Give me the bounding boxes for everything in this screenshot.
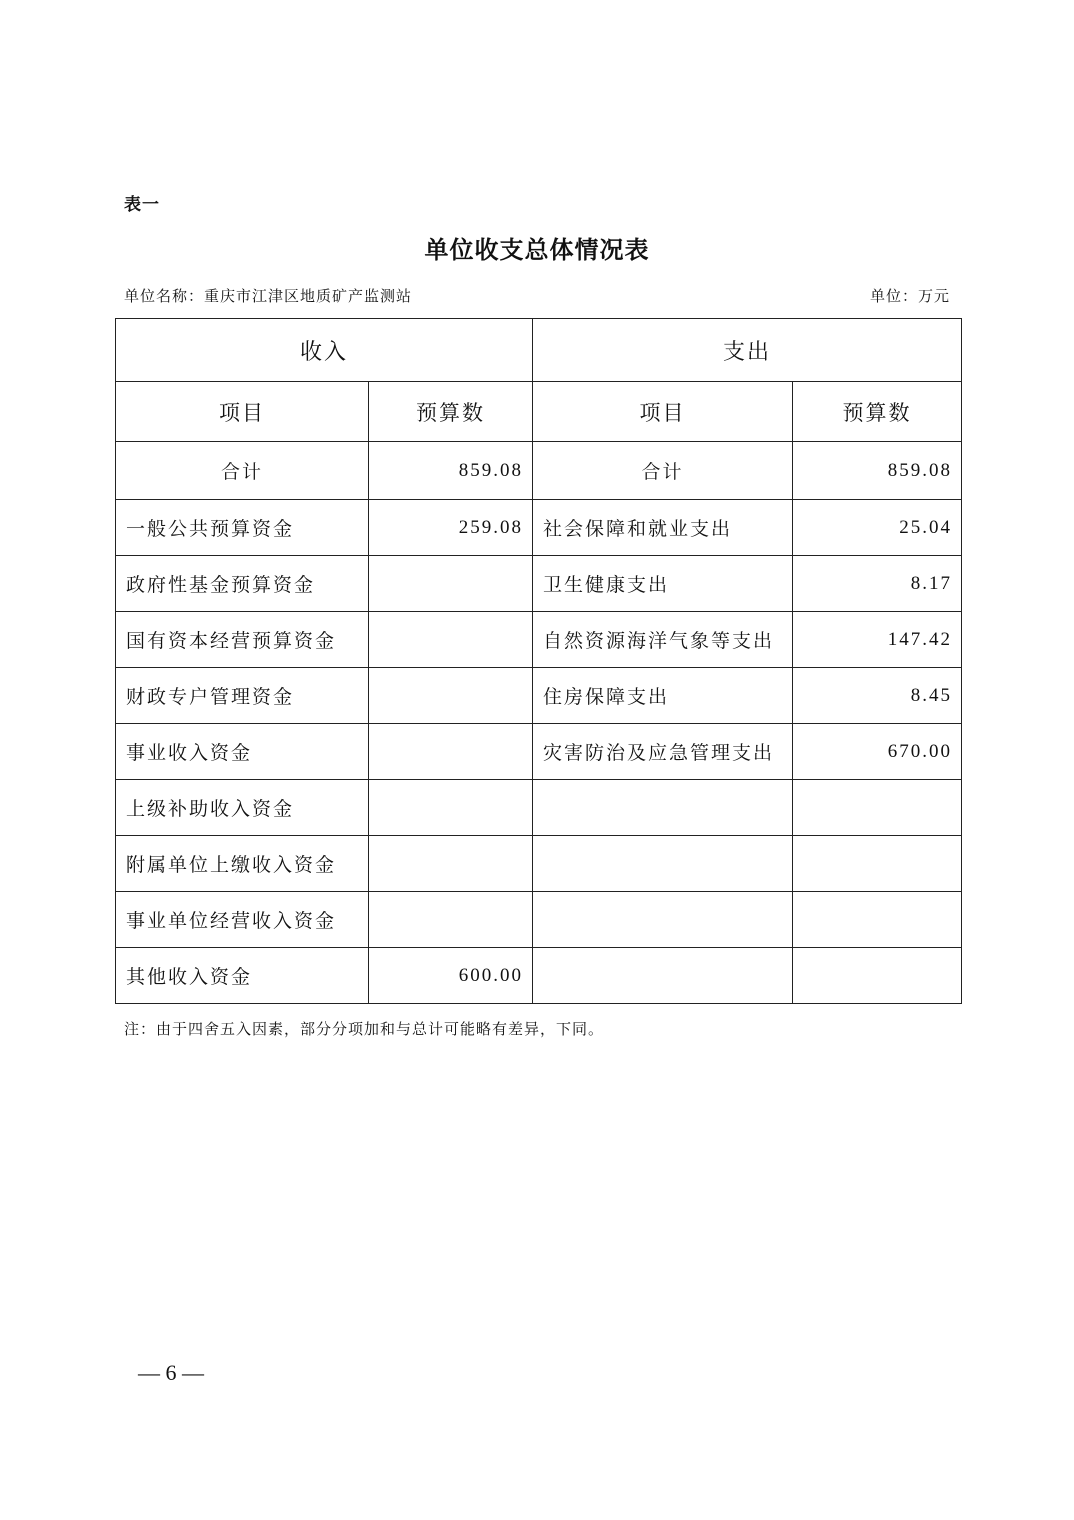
income-total-label: 合计: [116, 442, 369, 500]
table-row: [116, 668, 962, 724]
expense-item: [533, 892, 793, 948]
table-row: [116, 780, 962, 836]
income-item: 政府性基金预算资金: [116, 556, 369, 612]
table-row: [116, 948, 962, 1004]
unit-name: 单位名称：重庆市江津区地质矿产监测站: [124, 287, 413, 305]
expense-header: 支出: [533, 319, 962, 382]
income-value: [369, 668, 533, 724]
expense-item: [533, 836, 793, 892]
table-row: [116, 892, 962, 948]
income-value: 600.00: [369, 948, 533, 1004]
expense-value: [793, 948, 962, 1004]
income-item: 一般公共预算资金: [116, 500, 369, 556]
expense-total-value: 859.08: [793, 442, 962, 500]
unit-of-measure: 单位：万元: [869, 287, 950, 305]
footnote: 注：由于四舍五入因素，部分分项加和与总计可能略有差异，下同。: [124, 1020, 605, 1038]
income-item: 国有资本经营预算资金: [116, 612, 369, 668]
expense-item: 社会保障和就业支出: [533, 500, 793, 556]
expense-item-header: 项目: [533, 382, 793, 442]
table-row: [116, 556, 962, 612]
table-row: [116, 724, 962, 780]
expense-item: [533, 948, 793, 1004]
expense-budget-header: 预算数: [793, 382, 962, 442]
table-label: 表一: [124, 195, 160, 215]
page-title: 单位收支总体情况表: [424, 236, 650, 264]
budget-table: [115, 318, 962, 1004]
expense-value: [793, 780, 962, 836]
expense-total-label: 合计: [533, 442, 793, 500]
table-row: [116, 500, 962, 556]
expense-item: [533, 780, 793, 836]
income-item: 财政专户管理资金: [116, 668, 369, 724]
expense-value: 25.04: [793, 500, 962, 556]
income-item: 上级补助收入资金: [116, 780, 369, 836]
expense-item: 卫生健康支出: [533, 556, 793, 612]
expense-item: 自然资源海洋气象等支出: [533, 612, 793, 668]
income-value: [369, 612, 533, 668]
income-value: 259.08: [369, 500, 533, 556]
expense-item: 住房保障支出: [533, 668, 793, 724]
income-value: [369, 556, 533, 612]
income-item-header: 项目: [116, 382, 369, 442]
income-item: 事业单位经营收入资金: [116, 892, 369, 948]
expense-value: 147.42: [793, 612, 962, 668]
expense-value: [793, 836, 962, 892]
expense-value: [793, 892, 962, 948]
total-row: [116, 442, 962, 500]
income-budget-header: 预算数: [369, 382, 533, 442]
income-value: [369, 724, 533, 780]
income-total-value: 859.08: [369, 442, 533, 500]
income-value: [369, 836, 533, 892]
page-number: — 6 —: [138, 1360, 204, 1385]
expense-value: 8.17: [793, 556, 962, 612]
header-row-columns: [116, 382, 962, 442]
income-value: [369, 780, 533, 836]
expense-value: 670.00: [793, 724, 962, 780]
income-item: 其他收入资金: [116, 948, 369, 1004]
income-value: [369, 892, 533, 948]
income-header: 收入: [116, 319, 533, 382]
header-row-section: [116, 319, 962, 382]
expense-item: 灾害防治及应急管理支出: [533, 724, 793, 780]
income-item: 附属单位上缴收入资金: [116, 836, 369, 892]
table-row: [116, 612, 962, 668]
expense-value: 8.45: [793, 668, 962, 724]
table-row: [116, 836, 962, 892]
income-item: 事业收入资金: [116, 724, 369, 780]
